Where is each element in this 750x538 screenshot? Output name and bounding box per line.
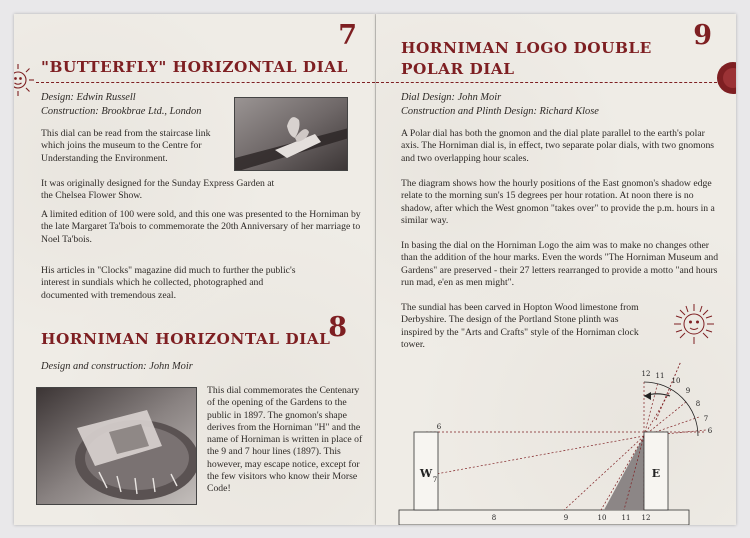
section-7-paragraph-1: This dial can be read from the staircase link which joins the museum to the Centre for Understanding the Environment. (41, 128, 211, 164)
right-page (376, 14, 736, 525)
arc-hour-11: 11 (655, 372, 665, 380)
polar-dial-diagram (376, 362, 736, 525)
section-8-paragraph: This dial commemorates the Centenary of the opening of the Gardens to the public in 1897. The gnomon's shape derives from the Horniman "H" and the name of Horniman is written in place of the 9 and 7 hour lines (1897). This however, may escape notice, except for the few visitors who know their Morse Code! (207, 385, 363, 495)
arc-hour-9: 9 (685, 387, 691, 395)
butterfly-dial-image (235, 98, 348, 171)
west-label: W (419, 467, 433, 480)
sun-emblem-icon (14, 62, 36, 98)
horizontal-dial-image (37, 388, 197, 505)
west-top-hour: 6 (436, 423, 442, 431)
section-divider-right (376, 82, 722, 83)
section-9-paragraph-4: The sundial has been carved in Hopton Wood limestone from Derbyshire. The design of the Portland Stone plinth was inspired by the "Arts and Crafts" style of the Horniman clock tower. (401, 302, 639, 350)
section-divider (36, 82, 375, 83)
base-hour-8: 8 (491, 514, 497, 522)
sun-face-icon (672, 302, 716, 346)
arc-hour-8: 8 (695, 400, 701, 408)
base-hour-12: 12 (641, 514, 651, 522)
section-7-paragraph-4: His articles in "Clocks" magazine did much to further the public's interest in sundials which he collected, photographed and documented with tremendous zeal. (41, 265, 296, 301)
arc-hour-7: 7 (703, 415, 709, 423)
section-9-paragraph-2: The diagram shows how the hourly positions of the East gnomon's shadow edge relate to the morning sun's 15 degrees per hour rotation. At noon there is no shadow, after which the West gnomon "takes over" to provide the p.m. hours in a similar way. (401, 178, 715, 226)
section-7-paragraph-2: It was originally designed for the Sunday Express Garden at the Chelsea Flower Show. (41, 178, 275, 202)
sun-direction-line (656, 362, 684, 420)
section-8-number: 8 (328, 312, 347, 343)
horizontal-dial-photo (36, 387, 197, 505)
butterfly-dial-photo (234, 97, 348, 171)
section-9-number: 9 (693, 20, 712, 51)
base-hour-10: 10 (597, 514, 607, 522)
section-9-paragraph-3: In basing the dial on the Horniman Logo the aim was to make no changes other than the addition of the hour marks. Even the words "The Horniman Museum and Gardens" are preserved - their 27 letters rearranged to provide a motto "and hours run mad, e'en as men might". (401, 240, 719, 288)
section-9-title-line-2: POLAR DIAL (401, 60, 515, 78)
section-7-constructor: Construction: Brookbrae Ltd., London (41, 106, 202, 117)
section-9-paragraph-1: A Polar dial has both the gnomon and the dial plate parallel to the earth's polar axis. The Horniman dial is, in effect, two separate polar dials, with two gnomons and two overlapping hour scales. (401, 128, 715, 164)
section-9-constructor: Construction and Plinth Design: Richard Klose (401, 106, 599, 117)
section-8-title: HORNIMAN HORIZONTAL DIAL (41, 330, 331, 348)
section-9-designer: Dial Design: John Moir (401, 92, 502, 103)
gnomon-shadow (604, 436, 644, 510)
red-sun-emblem-icon (716, 61, 736, 95)
section-9-title-line-1: HORNIMAN LOGO DOUBLE (401, 39, 652, 57)
base-hour-9: 9 (563, 514, 569, 522)
west-side-hour: 7 (432, 476, 438, 484)
arc-hour-12: 12 (641, 370, 651, 378)
arc-hour-10: 10 (671, 377, 681, 385)
section-7-paragraph-3: A limited edition of 100 were sold, and this one was presented to the Horniman by the late Margaret Ta'bois to commemorate the 20th Anniversary of her marriage to Noel Ta'bois. (41, 209, 361, 245)
base-hour-11: 11 (621, 514, 631, 522)
section-7-designer: Design: Edwin Russell (41, 92, 136, 103)
section-7-title: "BUTTERFLY" HORIZONTAL DIAL (41, 58, 348, 76)
rotation-arrow-head (644, 392, 651, 400)
section-8-credit: Design and construction: John Moir (41, 361, 193, 372)
left-page (14, 14, 375, 525)
section-7-number: 7 (338, 20, 357, 51)
east-label: E (651, 467, 661, 480)
arc-hour-6: 6 (707, 427, 713, 435)
